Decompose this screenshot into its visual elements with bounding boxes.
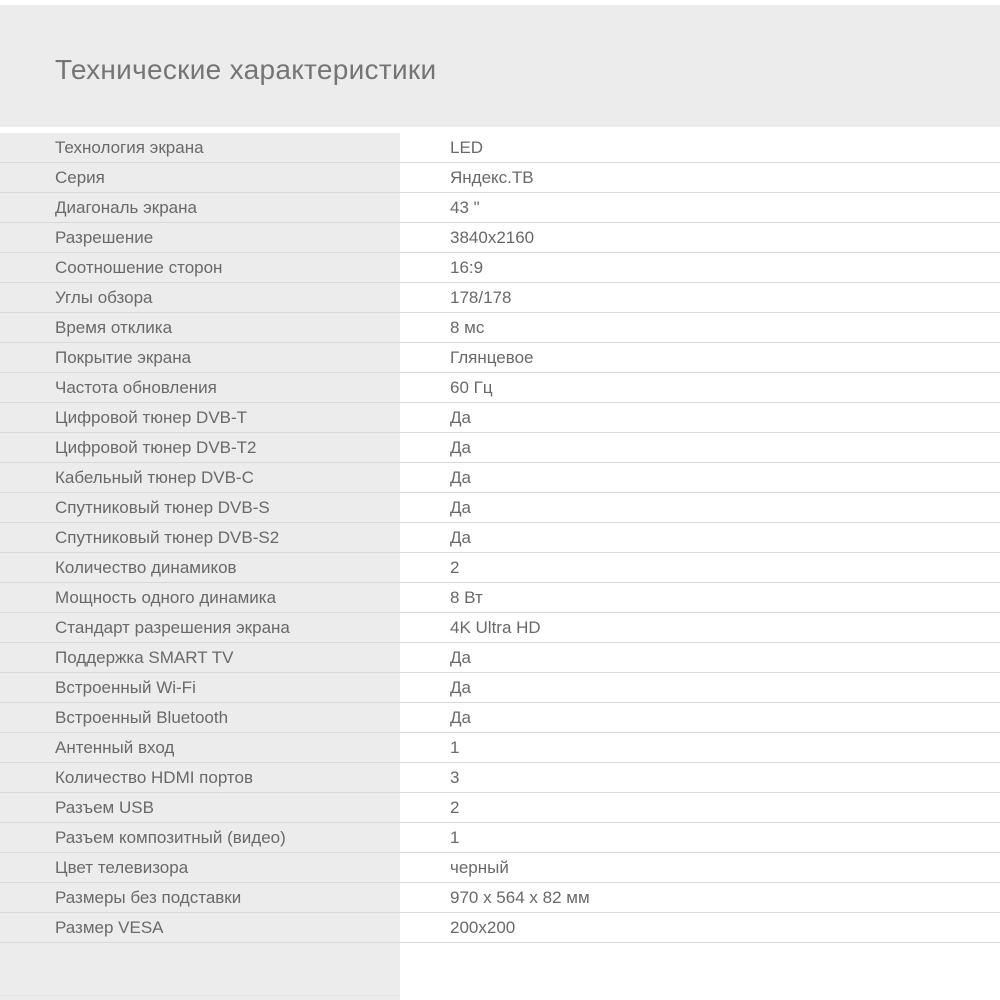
spec-label: Цвет телевизора <box>0 853 400 882</box>
spec-label: Цифровой тюнер DVB-T <box>0 403 400 432</box>
table-row <box>0 313 1000 343</box>
spec-label: Количество динамиков <box>0 553 400 582</box>
table-row <box>0 193 1000 223</box>
table-row <box>0 283 1000 313</box>
spec-value: 1 <box>400 823 1000 852</box>
spec-label: Разъем композитный (видео) <box>0 823 400 852</box>
spec-label: Кабельный тюнер DVB-C <box>0 463 400 492</box>
table-row <box>0 643 1000 673</box>
spec-value: 3840x2160 <box>400 223 1000 252</box>
spec-label: Встроенный Bluetooth <box>0 703 400 732</box>
header <box>0 5 1000 127</box>
table-row <box>0 523 1000 553</box>
spec-value: 200x200 <box>400 913 1000 942</box>
table-row <box>0 373 1000 403</box>
table-row <box>0 913 1000 943</box>
spec-label: Соотношение сторон <box>0 253 400 282</box>
table-row <box>0 703 1000 733</box>
table-row <box>0 223 1000 253</box>
table-row <box>0 733 1000 763</box>
spec-label: Размеры без подставки <box>0 883 400 912</box>
spec-value: Да <box>400 673 1000 702</box>
spec-label: Цифровой тюнер DVB-T2 <box>0 433 400 462</box>
spec-value: 1 <box>400 733 1000 762</box>
filler-divider <box>0 995 400 996</box>
table-row <box>0 583 1000 613</box>
spec-label: Технология экрана <box>0 133 400 162</box>
spec-value: Да <box>400 463 1000 492</box>
table-row <box>0 883 1000 913</box>
spec-label: Антенный вход <box>0 733 400 762</box>
spec-label: Встроенный Wi-Fi <box>0 673 400 702</box>
page-title: Технические характеристики <box>55 54 437 85</box>
table-row <box>0 763 1000 793</box>
spec-value: 8 Вт <box>400 583 1000 612</box>
spec-label: Серия <box>0 163 400 192</box>
spec-value: 4K Ultra HD <box>400 613 1000 642</box>
spec-label: Частота обновления <box>0 373 400 402</box>
spec-value: черный <box>400 853 1000 882</box>
table-row <box>0 613 1000 643</box>
spec-value: 16:9 <box>400 253 1000 282</box>
spec-label: Стандарт разрешения экрана <box>0 613 400 642</box>
spec-label: Диагональ экрана <box>0 193 400 222</box>
table-row <box>0 403 1000 433</box>
table-row <box>0 463 1000 493</box>
table-row <box>0 853 1000 883</box>
spec-label: Углы обзора <box>0 283 400 312</box>
spec-value: Да <box>400 703 1000 732</box>
table-row <box>0 793 1000 823</box>
spec-value: 60 Гц <box>400 373 1000 402</box>
table-filler <box>0 943 1000 1000</box>
spec-label: Разрешение <box>0 223 400 252</box>
spec-value: Да <box>400 523 1000 552</box>
table-row <box>0 253 1000 283</box>
spec-label: Мощность одного динамика <box>0 583 400 612</box>
spec-value: 8 мс <box>400 313 1000 342</box>
spec-value: Да <box>400 433 1000 462</box>
table-row <box>0 163 1000 193</box>
spec-value: LED <box>400 133 1000 162</box>
spec-value: Да <box>400 643 1000 672</box>
spec-value: 178/178 <box>400 283 1000 312</box>
spec-value: Да <box>400 493 1000 522</box>
spec-value: 2 <box>400 553 1000 582</box>
table-row <box>0 433 1000 463</box>
left-column-filler <box>0 943 400 1000</box>
spec-label: Разъем USB <box>0 793 400 822</box>
table-row <box>0 823 1000 853</box>
spec-value: 970 x 564 x 82 мм <box>400 883 1000 912</box>
spec-label: Размер VESA <box>0 913 400 942</box>
table-row <box>0 343 1000 373</box>
spec-label: Спутниковый тюнер DVB-S <box>0 493 400 522</box>
table-row <box>0 673 1000 703</box>
spec-value: 3 <box>400 763 1000 792</box>
spec-value: 2 <box>400 793 1000 822</box>
table-row <box>0 133 1000 163</box>
spec-value: Яндекс.ТВ <box>400 163 1000 192</box>
spec-table <box>0 133 1000 943</box>
spec-label: Время отклика <box>0 313 400 342</box>
spec-value: 43 " <box>400 193 1000 222</box>
spec-label: Спутниковый тюнер DVB-S2 <box>0 523 400 552</box>
spec-label: Поддержка SMART TV <box>0 643 400 672</box>
spec-label: Количество HDMI портов <box>0 763 400 792</box>
right-column-filler <box>400 943 1000 1000</box>
spec-value: Да <box>400 403 1000 432</box>
table-row <box>0 493 1000 523</box>
spec-label: Покрытие экрана <box>0 343 400 372</box>
table-row <box>0 553 1000 583</box>
spec-value: Глянцевое <box>400 343 1000 372</box>
